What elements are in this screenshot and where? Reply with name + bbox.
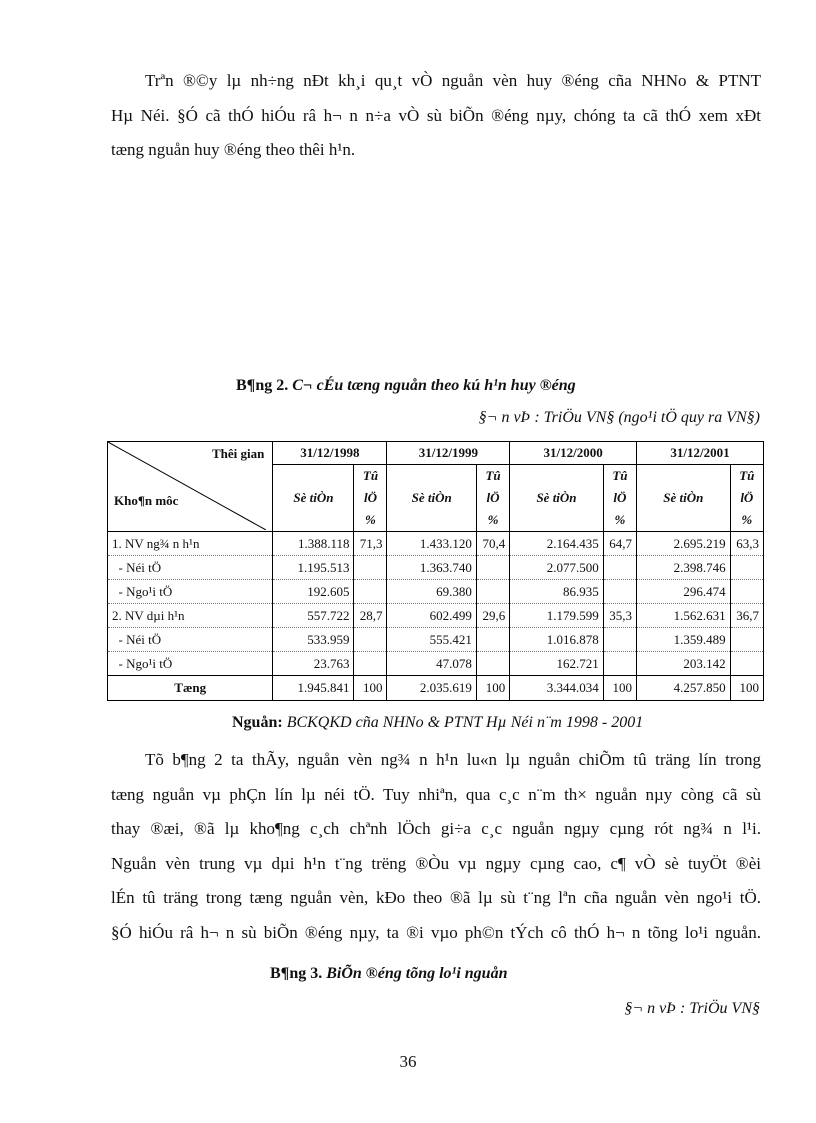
amount-cell: 162.721: [510, 652, 604, 676]
row-label: 1. NV ng¾ n h¹n: [108, 532, 273, 556]
total-cell: 100: [730, 676, 763, 701]
analysis-line-6: §Ó hiÓu râ h¬ n sù biÕn ®éng nµy, ta ®i vµo ph©n tÝch cô thÓ h¬ n tõng lo¹i nguån.: [111, 922, 761, 942]
amount-cell: 23.763: [273, 652, 354, 676]
amount-subheader: Sè tiÒn: [637, 465, 731, 532]
ratio-cell: 29,6: [476, 604, 509, 628]
analysis-paragraph: [111, 743, 761, 950]
amount-cell: 2.398.746: [637, 556, 731, 580]
total-cell: 100: [476, 676, 509, 701]
ratio-cell: [476, 628, 509, 652]
ratio-subheader: Tû lÖ %: [730, 465, 763, 532]
amount-cell: 192.605: [273, 580, 354, 604]
amount-cell: 1.363.740: [387, 556, 476, 580]
amount-cell: 2.695.219: [637, 532, 731, 556]
table2: [107, 441, 764, 701]
table3-caption-number: B¶ng 3.: [270, 965, 323, 982]
amount-cell: 2.077.500: [510, 556, 604, 580]
intro-line-1: Trªn ®©y lµ nh÷ng nÐt kh¸i qu¸t vÒ nguån vèn huy ®éng cña NHNo & PTNT: [145, 71, 761, 90]
analysis-line-1: Tõ b¶ng 2 ta thÃy, nguån vèn ng¾ n h¹n lu«n lµ nguån chiÕm tû träng lín trong: [145, 750, 761, 769]
analysis-line-4: Nguån vèn trung vµ dµi h¹n t¨ng trëng ®Òu vµ ngµy cµng cao, c¶ vÒ sè tuyÖt ®èi: [111, 853, 761, 873]
table2-unit: §¬ n vÞ : TriÖu VN§ (ngo¹i tÖ quy ra VN§): [478, 409, 760, 426]
ratio-subheader: Tû lÖ %: [603, 465, 636, 532]
row-label: - Néi tÖ: [108, 556, 273, 580]
table3-caption-title: BiÕn ®éng tõng lo¹i nguån: [326, 965, 508, 982]
page-number: 36: [399, 1052, 417, 1071]
table2-body: [108, 532, 764, 676]
amount-cell: 86.935: [510, 580, 604, 604]
ratio-cell: [354, 628, 387, 652]
row-label: - Ngo¹i tÖ: [108, 652, 273, 676]
ratio-cell: [603, 628, 636, 652]
source-label: Nguån:: [232, 714, 283, 731]
amount-cell: 1.195.513: [273, 556, 354, 580]
ratio-cell: [730, 628, 763, 652]
intro-paragraph: [111, 64, 761, 168]
total-cell: 1.945.841: [273, 676, 354, 701]
period-header: 31/12/2000: [510, 442, 637, 465]
ratio-cell: 36,7: [730, 604, 763, 628]
amount-subheader: Sè tiÒn: [510, 465, 604, 532]
ratio-cell: [730, 652, 763, 676]
source-text: BCKQKD cña NHNo & PTNT Hµ Néi n¨m 1998 - 2001: [286, 714, 644, 731]
table-row: [108, 532, 764, 556]
amount-cell: 296.474: [637, 580, 731, 604]
total-cell: 3.344.034: [510, 676, 604, 701]
amount-cell: 47.078: [387, 652, 476, 676]
ratio-subheader: Tû lÖ %: [354, 465, 387, 532]
period-header: 31/12/1999: [387, 442, 510, 465]
amount-cell: 1.562.631: [637, 604, 731, 628]
row-label: - Ngo¹i tÖ: [108, 580, 273, 604]
ratio-cell: 70,4: [476, 532, 509, 556]
period-header: 31/12/1998: [273, 442, 387, 465]
table-row: [108, 628, 764, 652]
intro-line-3: tæng nguån huy ®éng theo thêi h¹n.: [111, 140, 356, 159]
analysis-line-3: thay ®æi, ®ã lµ kho¶ng c¸ch chªnh lÖch gi÷a c¸c nguån ngµy cµng rót ng¾ n l¹i.: [111, 819, 761, 838]
table2-caption-title: C¬ cÉu tæng nguån theo kú h¹n huy ®éng: [292, 377, 576, 394]
ratio-cell: [476, 556, 509, 580]
corner-bottom-label: Kho¶n môc: [114, 493, 179, 508]
table3-unit: §¬ n vÞ : TriÖu VN§: [624, 1000, 760, 1017]
intro-line-2: Hµ Néi. §Ó cã thÓ hiÓu râ h¬ n n÷a vÒ sù biÕn ®éng nµy, chóng ta cã thÓ xem xÐt: [111, 105, 761, 125]
row-label: 2. NV dµi h¹n: [108, 604, 273, 628]
total-label: Tæng: [108, 676, 273, 701]
table-corner-cell: [108, 442, 273, 532]
period-header: 31/12/2001: [637, 442, 764, 465]
amount-cell: 2.164.435: [510, 532, 604, 556]
table3-caption: [270, 965, 507, 983]
amount-cell: 1.433.120: [387, 532, 476, 556]
ratio-cell: 63,3: [730, 532, 763, 556]
ratio-subheader: Tû lÖ %: [476, 465, 509, 532]
amount-cell: 557.722: [273, 604, 354, 628]
table2-caption-number: B¶ng 2.: [236, 377, 289, 394]
amount-cell: 1.179.599: [510, 604, 604, 628]
table2-source: [232, 714, 643, 732]
total-cell: 4.257.850: [637, 676, 731, 701]
table-row: [108, 652, 764, 676]
ratio-cell: [730, 580, 763, 604]
amount-subheader: Sè tiÒn: [387, 465, 476, 532]
ratio-cell: [730, 556, 763, 580]
ratio-cell: 64,7: [603, 532, 636, 556]
ratio-cell: [476, 652, 509, 676]
amount-cell: 555.421: [387, 628, 476, 652]
ratio-cell: [603, 580, 636, 604]
row-label: - Néi tÖ: [108, 628, 273, 652]
amount-cell: 69.380: [387, 580, 476, 604]
total-row: [108, 676, 764, 701]
corner-top-label: Thêi gian: [211, 446, 265, 461]
amount-cell: 1.016.878: [510, 628, 604, 652]
total-cell: 100: [354, 676, 387, 701]
ratio-cell: [354, 556, 387, 580]
analysis-line-5: lÉn tû träng trong tæng nguån vèn, kÐo theo ®ã lµ sù t¨ng lªn cña nguån vèn ngo¹i tÖ.: [111, 888, 761, 907]
total-cell: 100: [603, 676, 636, 701]
amount-cell: 1.359.489: [637, 628, 731, 652]
amount-cell: 602.499: [387, 604, 476, 628]
ratio-cell: 28,7: [354, 604, 387, 628]
amount-subheader: Sè tiÒn: [273, 465, 354, 532]
table-row: [108, 604, 764, 628]
ratio-cell: [603, 652, 636, 676]
ratio-cell: 35,3: [603, 604, 636, 628]
ratio-cell: [476, 580, 509, 604]
total-cell: 2.035.619: [387, 676, 476, 701]
table2-caption: [236, 377, 576, 395]
amount-cell: 533.959: [273, 628, 354, 652]
table-row: [108, 556, 764, 580]
ratio-cell: [354, 580, 387, 604]
analysis-line-2: tæng nguån vµ phÇn lín lµ néi tÖ. Tuy nhiªn, qua c¸c n¨m th× nguån nµy còng cã sù: [111, 784, 761, 804]
ratio-cell: 71,3: [354, 532, 387, 556]
table-row: [108, 580, 764, 604]
ratio-cell: [354, 652, 387, 676]
amount-cell: 1.388.118: [273, 532, 354, 556]
amount-cell: 203.142: [637, 652, 731, 676]
ratio-cell: [603, 556, 636, 580]
